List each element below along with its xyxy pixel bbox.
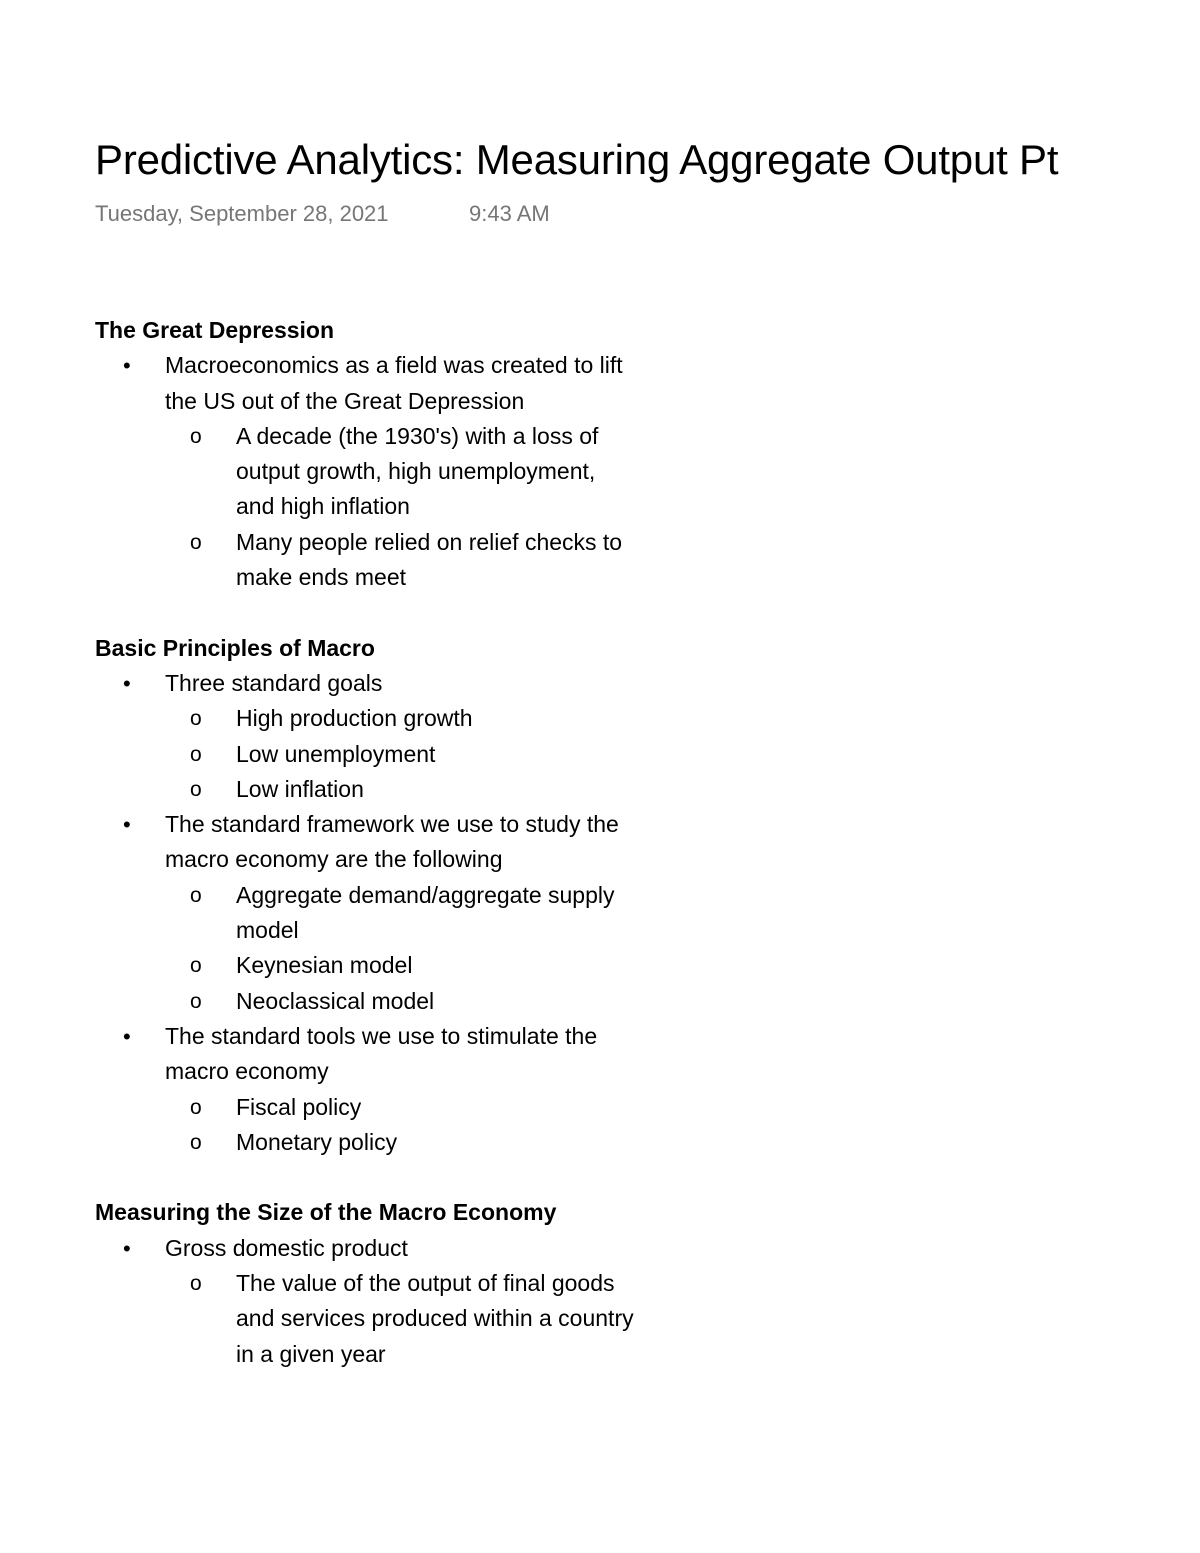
page-title: Predictive Analytics: Measuring Aggregate Output Pt [95,136,1059,183]
bullet-icon: • [123,1235,131,1261]
bullet-item [95,348,635,595]
bullet-list [95,666,655,1160]
bullet-text: Gross domestic product [165,1234,408,1261]
note-section [95,313,655,595]
section-heading: Basic Principles of Macro [95,634,375,661]
bullet-list [95,1231,655,1372]
sub-bullet-list [165,701,635,807]
sub-bullet-text: Aggregate demand/aggregate supply model [236,881,615,944]
sub-bullet-item [95,1090,636,1125]
bullet-item [95,1231,635,1372]
note-body [95,313,655,1407]
circle-bullet-icon: o [190,1095,202,1119]
sub-bullet-text: Monetary policy [236,1128,398,1155]
circle-bullet-icon: o [190,1130,202,1154]
circle-bullet-icon: o [190,530,202,554]
bullet-item [95,1019,635,1160]
circle-bullet-icon: o [190,424,202,448]
sub-bullet-list [165,1090,635,1161]
circle-bullet-icon: o [190,1272,202,1296]
sub-bullet-item [95,419,636,525]
sub-bullet-text: A decade (the 1930's) with a loss of output growth, high unemployment, and high inflation [236,422,599,520]
sub-bullet-text: Low unemployment [236,740,436,767]
circle-bullet-icon: o [190,707,202,731]
sub-bullet-item [95,772,636,807]
sub-bullet-item [95,525,636,596]
bullet-item [95,807,635,1019]
bullet-text: Three standard goals [165,669,383,696]
sub-bullet-list [165,878,635,1019]
page-timestamp [95,199,550,229]
note-section [95,1195,655,1371]
circle-bullet-icon: o [190,883,202,907]
bullet-icon: • [123,353,131,379]
sub-bullet-item [95,701,636,736]
bullet-item [95,666,635,807]
sub-bullet-text: High production growth [236,705,473,732]
circle-bullet-icon: o [190,742,202,766]
page-date: Tuesday, September 28, 2021 [95,201,389,226]
sub-bullet-text: Keynesian model [236,952,413,979]
note-section [95,631,655,1160]
bullet-text: The standard framework we use to study the macro economy are the following [165,811,619,873]
sub-bullet-text: Many people relied on relief checks to make ends meet [236,528,623,591]
section-heading: Measuring the Size of the Macro Economy [95,1199,557,1226]
sub-bullet-item [95,984,636,1019]
bullet-icon: • [123,812,131,838]
bullet-text: The standard tools we use to stimulate the macro economy [165,1022,598,1085]
sub-bullet-item [95,1266,636,1372]
bullet-icon: • [123,1023,131,1049]
bullet-text: Macroeconomics as a field was created to lift the US out of the Great Depression [165,352,623,414]
bullet-list [95,348,655,595]
sub-bullet-item [95,948,636,983]
sub-bullet-list [165,419,635,595]
sub-bullet-text: Neoclassical model [236,987,435,1014]
sub-bullet-text: The value of the output of final goods and services produced within a country in a given year [236,1270,634,1367]
circle-bullet-icon: o [190,954,202,978]
sub-bullet-list [165,1266,635,1372]
sub-bullet-item [95,1125,636,1160]
page-time: 9:43 AM [469,201,550,226]
sub-bullet-item [95,737,636,772]
sub-bullet-text: Low inflation [236,775,364,802]
sub-bullet-item [95,878,636,949]
sub-bullet-text: Fiscal policy [236,1093,362,1120]
circle-bullet-icon: o [190,777,202,801]
bullet-icon: • [123,670,131,696]
section-heading: The Great Depression [95,317,335,343]
circle-bullet-icon: o [190,989,202,1013]
